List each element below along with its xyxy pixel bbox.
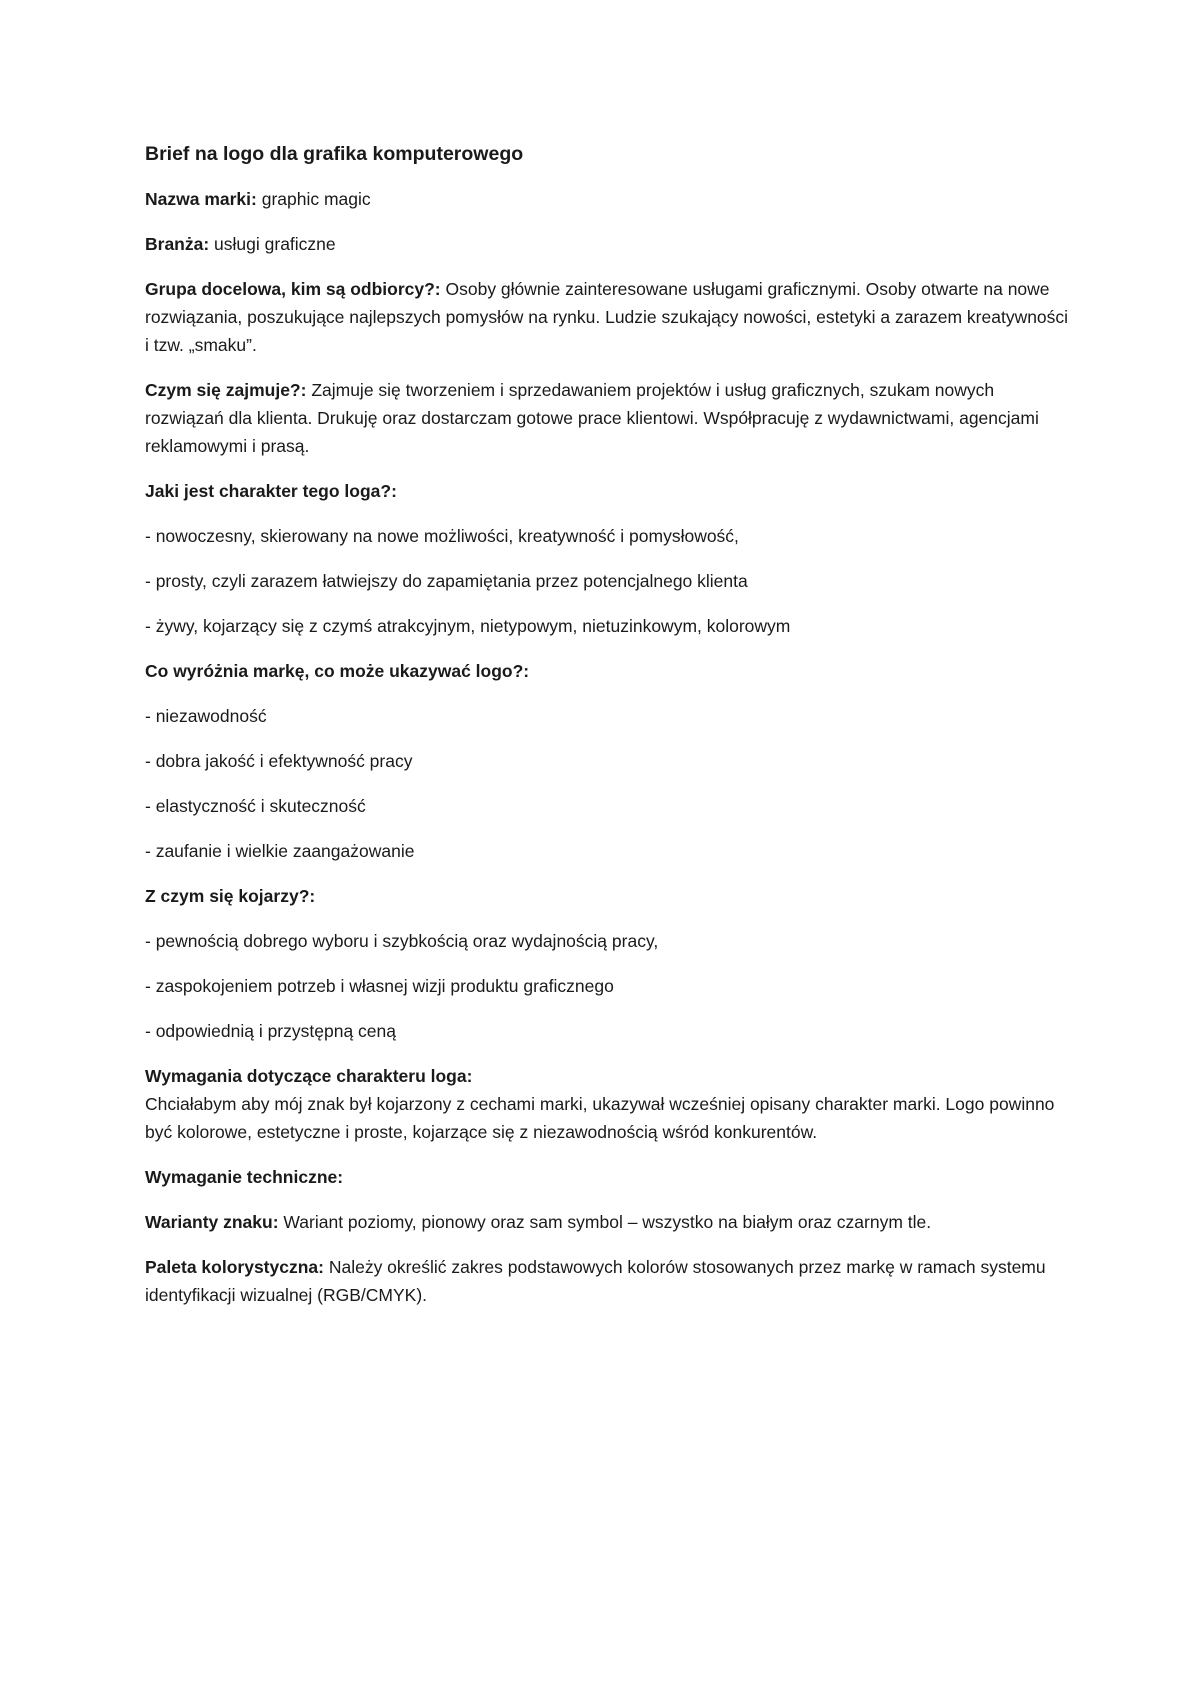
character-item: - żywy, kojarzący się z czymś atrakcyjnym, nietypowym, nietuzinkowym, kolorowym <box>145 616 791 636</box>
character-item: - nowoczesny, skierowany na nowe możliwości, kreatywność i pomysłowość, <box>145 526 739 546</box>
palette-paragraph <box>145 1253 1075 1309</box>
palette-label: Paleta kolorystyczna: <box>145 1257 324 1277</box>
document-body <box>145 140 1075 1326</box>
requirements-text: Chciałabym aby mój znak był kojarzony z cechami marki, ukazywał wcześniej opisany charakter marki. Logo powinno być kolorowe, estetyczne i proste, kojarzące się z niezawodnością wśród konkurentów. <box>145 1094 1055 1142</box>
variants-label: Warianty znaku: <box>145 1212 279 1232</box>
variants-paragraph <box>145 1208 1075 1236</box>
industry-paragraph <box>145 230 1075 258</box>
associations-item: - pewnością dobrego wyboru i szybkością oraz wydajnością pracy, <box>145 931 659 951</box>
activity-label: Czym się zajmuje?: <box>145 380 307 400</box>
activity-value: Zajmuje się tworzeniem i sprzedawaniem projektów i usług graficznych, szukam nowych rozwiązań dla klienta. Drukuję oraz dostarczam gotowe prace klientowi. Współpracuję z wydawnictwami, agencjami reklamowymi i prasą. <box>145 380 1039 456</box>
character-heading: Jaki jest charakter tego loga?: <box>145 481 397 501</box>
distinguish-item: - zaufanie i wielkie zaangażowanie <box>145 841 415 861</box>
activity-paragraph <box>145 376 1075 460</box>
document-title: Brief na logo dla grafika komputerowego <box>145 143 524 165</box>
brand-name-value: graphic magic <box>256 189 371 209</box>
associations-heading: Z czym się kojarzy?: <box>145 886 316 906</box>
technical-heading: Wymaganie techniczne: <box>145 1167 344 1187</box>
industry-label: Branża: <box>145 234 210 254</box>
brand-name-paragraph <box>145 185 1075 213</box>
requirements-heading: Wymagania dotyczące charakteru loga: <box>145 1066 473 1086</box>
target-group-paragraph <box>145 275 1075 359</box>
variants-value: Wariant poziomy, pionowy oraz sam symbol – wszystko na białym oraz czarnym tle. <box>278 1212 932 1232</box>
distinguish-heading: Co wyróżnia markę, co może ukazywać logo?: <box>145 661 530 681</box>
distinguish-item: - elastyczność i skuteczność <box>145 796 366 816</box>
distinguish-item: - dobra jakość i efektywność pracy <box>145 751 413 771</box>
brand-name-label: Nazwa marki: <box>145 189 257 209</box>
distinguish-item: - niezawodność <box>145 706 267 726</box>
target-group-label: Grupa docelowa, kim są odbiorcy?: <box>145 279 441 299</box>
target-group-value: Osoby głównie zainteresowane usługami graficznymi. Osoby otwarte na nowe rozwiązania, poszukujące najlepszych pomysłów na rynku. Ludzie szukający nowości, estetyki a zarazem kreatywności i tzw. „smaku”. <box>145 279 1069 355</box>
associations-item: - odpowiednią i przystępną ceną <box>145 1021 396 1041</box>
industry-value: usługi graficzne <box>209 234 336 254</box>
associations-item: - zaspokojeniem potrzeb i własnej wizji produktu graficznego <box>145 976 614 996</box>
palette-value: Należy określić zakres podstawowych kolorów stosowanych przez markę w ramach systemu identyfikacji wizualnej (RGB/CMYK). <box>145 1257 1046 1305</box>
character-item: - prosty, czyli zarazem łatwiejszy do zapamiętania przez potencjalnego klienta <box>145 571 748 591</box>
